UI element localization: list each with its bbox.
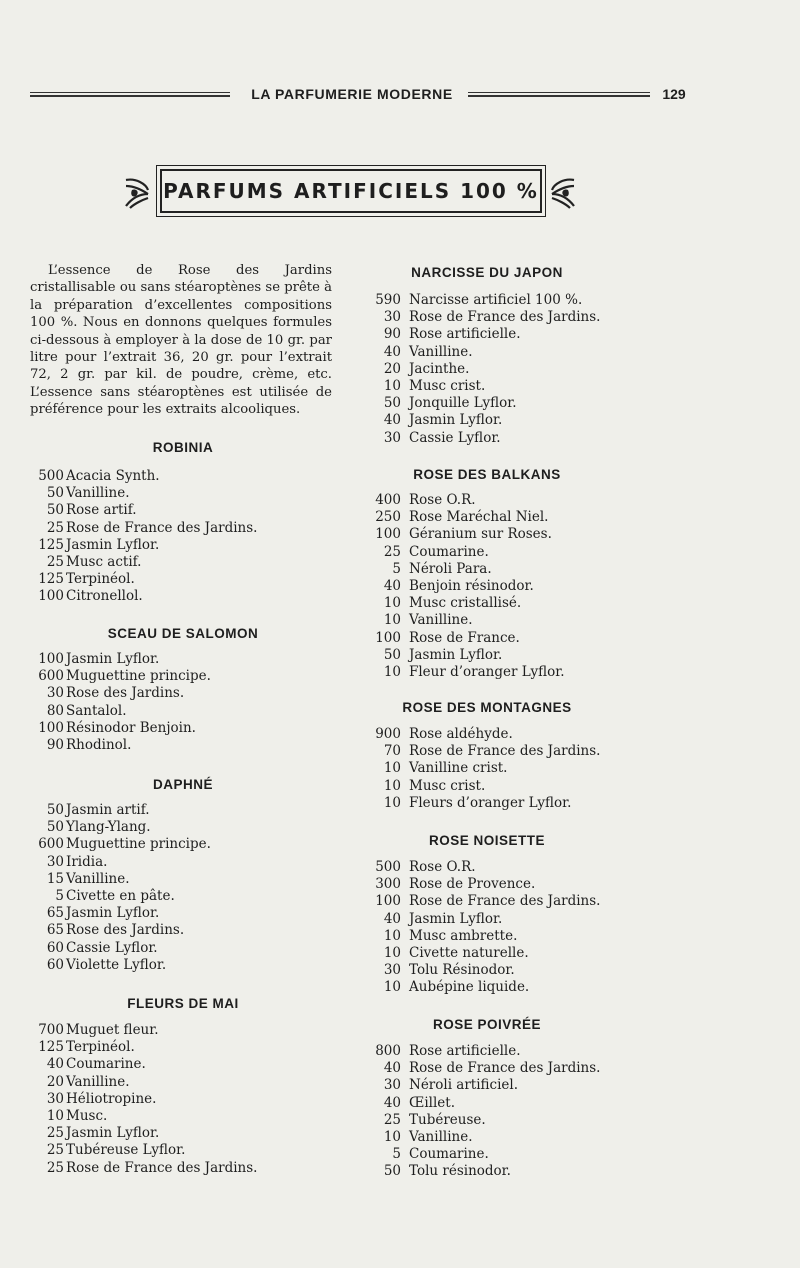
list-item: 40 Benjoin résinodor. xyxy=(383,577,534,594)
list-item: 5 Coumarine. xyxy=(392,1146,489,1163)
list-item: 40 Jasmin Lyflor. xyxy=(383,412,503,429)
list-item: 50 Vanilline. xyxy=(46,485,130,502)
list-item: 30 Tolu Résinodor. xyxy=(383,962,515,979)
list-item: 10 Vanilline. xyxy=(383,1128,473,1145)
list-item: 25 Rose de France des Jardins. xyxy=(46,519,258,536)
list-item: 50 Rose artif. xyxy=(46,502,137,519)
formula-list-rose-noisette xyxy=(364,859,610,997)
list-item: 25 Jasmin Lyflor. xyxy=(46,1125,160,1142)
list-item: 30 Cassie Lyflor. xyxy=(383,429,501,446)
formula-list-rose-poivree xyxy=(364,1043,610,1181)
list-item: 5 Néroli Para. xyxy=(392,560,492,577)
section-heading-narcisse-du-japon: NARCISSE DU JAPON xyxy=(411,265,563,280)
list-item: 500 Rose O.R. xyxy=(375,859,476,875)
list-item: 50 Tolu résinodor. xyxy=(383,1163,511,1180)
list-item: 10 Aubépine liquide. xyxy=(383,979,530,996)
list-item: 500 Acacia Synth. xyxy=(38,468,160,484)
list-item: 125 Terpinéol. xyxy=(38,571,135,588)
section-heading-sceau-de-salomon: SCEAU DE SALOMON xyxy=(107,626,259,641)
list-item: 80 Santalol. xyxy=(46,702,127,719)
formula-list-sceau-de-salomon xyxy=(28,651,338,754)
list-item: 40 Œillet. xyxy=(383,1094,456,1111)
list-item: 50 Jasmin Lyflor. xyxy=(383,646,503,663)
list-item: 125 Terpinéol. xyxy=(38,1039,135,1056)
list-item: 400 Rose O.R. xyxy=(375,492,476,508)
list-item: 40 Vanilline. xyxy=(383,343,473,360)
list-item: 90 Rhodinol. xyxy=(46,736,132,753)
list-item: 100 Rose de France. xyxy=(375,629,520,646)
header-title: LA PARFUMERIE MODERNE xyxy=(251,86,453,102)
formula-list-daphne xyxy=(28,802,338,974)
list-item: 125 Jasmin Lyflor. xyxy=(38,536,160,553)
list-item: 30 Rose des Jardins. xyxy=(46,685,185,702)
list-item: 10 Musc ambrette. xyxy=(383,927,518,944)
list-item: 25 Tubéreuse Lyflor. xyxy=(46,1142,186,1159)
intro-text: L’essence de Rose des Jardins cristallisable ou sans stéaroptènes se prête à la préparation d’excellentes compositions 100 %. Nous en donnons quelques formules ci-dessous à employer à la dose de 10 gr. par litre pour l’extrait 36, 20 gr. pour l’extrait 72, 2 gr. par kil. de poudre, crème, etc. L’essence sans stéaroptènes est utilisée de préférence pour les extraits alcooliques. xyxy=(30,263,332,418)
list-item: 65 Jasmin Lyflor. xyxy=(46,905,160,922)
list-item: 30 Héliotropine. xyxy=(46,1090,157,1107)
formula-list-narcisse-du-japon xyxy=(364,292,610,447)
list-item: 10 Civette naturelle. xyxy=(383,944,529,961)
list-item: 100 Géranium sur Roses. xyxy=(375,526,552,543)
list-item: 900 Rose aldéhyde. xyxy=(375,726,513,742)
list-item: 590 Narcisse artificiel 100 %. xyxy=(375,292,583,308)
section-heading-rose-noisette: ROSE NOISETTE xyxy=(428,833,546,848)
list-item: 40 Coumarine. xyxy=(46,1056,146,1073)
list-item: 250 Rose Maréchal Niel. xyxy=(375,509,549,526)
left-column xyxy=(28,0,338,1268)
list-item: 100 Résinodor Benjoin. xyxy=(38,719,196,736)
section-heading-daphne: DAPHNÉ xyxy=(152,777,213,792)
list-item: 60 Violette Lyflor. xyxy=(46,956,167,973)
list-item: 600 Muguettine principe. xyxy=(38,836,211,853)
list-item: 600 Muguettine principe. xyxy=(38,668,211,685)
formula-list-rose-des-montagnes xyxy=(364,726,610,812)
list-item: 65 Rose des Jardins. xyxy=(46,922,185,939)
list-item: 25 Musc actif. xyxy=(46,553,142,570)
formula-list-fleurs-de-mai xyxy=(28,1022,338,1177)
list-item: 10 Fleurs d’oranger Lyflor. xyxy=(383,794,572,811)
list-item: 700 Muguet fleur. xyxy=(38,1022,159,1038)
list-item: 100 Citronellol. xyxy=(38,588,143,605)
list-item: 100 Rose de France des Jardins. xyxy=(375,893,601,910)
list-item: 40 Jasmin Lyflor. xyxy=(383,910,503,927)
list-item: 10 Vanilline crist. xyxy=(383,760,508,777)
list-item: 10 Musc. xyxy=(46,1107,108,1124)
list-item: 10 Musc crist. xyxy=(383,777,486,794)
section-heading-rose-des-montagnes: ROSE DES MONTAGNES xyxy=(402,700,572,715)
formula-list-robinia xyxy=(28,468,338,606)
list-item: 25 Tubéreuse. xyxy=(383,1111,486,1128)
list-item: 20 Vanilline. xyxy=(46,1073,130,1090)
list-item: 50 Ylang-Ylang. xyxy=(46,819,151,836)
page-number: 129 xyxy=(662,86,686,102)
formula-list-rose-des-balkans xyxy=(364,492,610,681)
list-item: 100 Jasmin Lyflor. xyxy=(38,651,160,667)
list-item: 60 Cassie Lyflor. xyxy=(46,939,158,956)
list-item: 30 Iridia. xyxy=(46,853,108,870)
section-heading-fleurs-de-mai: FLEURS DE MAI xyxy=(127,996,239,1011)
list-item: 40 Rose de France des Jardins. xyxy=(383,1060,601,1077)
right-column xyxy=(364,0,610,1268)
list-item: 10 Musc cristallisé. xyxy=(383,595,522,612)
section-heading-robinia: ROBINIA xyxy=(152,440,214,455)
list-item: 30 Néroli artificiel. xyxy=(383,1077,519,1094)
list-item: 30 Rose de France des Jardins. xyxy=(383,309,601,326)
list-item: 20 Jacinthe. xyxy=(383,360,470,377)
list-item: 300 Rose de Provence. xyxy=(375,876,536,893)
list-item: 5 Civette en pâte. xyxy=(55,887,175,904)
list-item: 50 Jasmin artif. xyxy=(46,802,150,818)
list-item: 90 Rose artificielle. xyxy=(383,326,521,343)
main-title: PARFUMS ARTIFICIELS 100 % xyxy=(163,179,539,203)
list-item: 10 Musc crist. xyxy=(383,377,486,394)
list-item: 25 Coumarine. xyxy=(383,543,489,560)
section-heading-rose-des-balkans: ROSE DES BALKANS xyxy=(413,467,561,482)
list-item: 800 Rose artificielle. xyxy=(375,1043,521,1059)
list-item: 15 Vanilline. xyxy=(46,870,130,887)
section-heading-rose-poivree: ROSE POIVRÉE xyxy=(432,1017,542,1032)
list-item: 10 Fleur d’oranger Lyflor. xyxy=(383,663,565,680)
list-item: 70 Rose de France des Jardins. xyxy=(383,743,601,760)
list-item: 50 Jonquille Lyflor. xyxy=(383,395,517,412)
list-item: 25 Rose de France des Jardins. xyxy=(46,1159,258,1176)
list-item: 10 Vanilline. xyxy=(383,612,473,629)
